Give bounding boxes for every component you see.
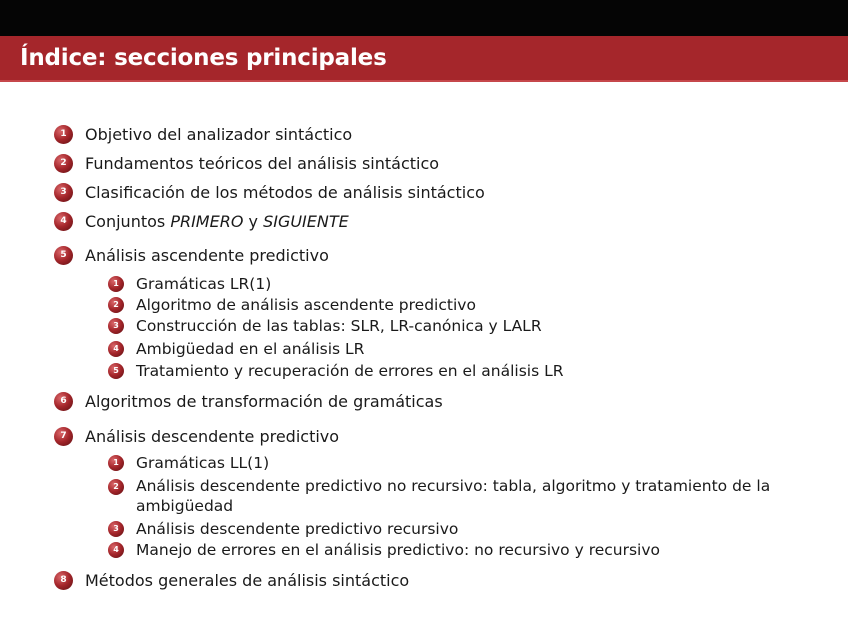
bullet-number-icon: 4 bbox=[54, 212, 73, 231]
toc-item-label: Conjuntos PRIMERO y SIGUIENTE bbox=[85, 212, 349, 231]
toc-subitem-label: Análisis descendente predictivo no recursivo: tabla, algoritmo y tratamiento de la ambigüedad bbox=[136, 477, 771, 515]
toc-subitem-label: Construcción de las tablas: SLR, LR-canónica y LALR bbox=[136, 317, 542, 335]
toc-item-1[interactable] bbox=[54, 125, 352, 144]
bullet-number-icon: 1 bbox=[108, 455, 124, 471]
top-bar bbox=[0, 0, 848, 36]
toc-subitem-7-2[interactable] bbox=[108, 476, 806, 516]
toc-item-label: Clasificación de los métodos de análisis sintáctico bbox=[85, 183, 485, 202]
toc-subitem-5-1[interactable] bbox=[108, 275, 271, 293]
page-title: Índice: secciones principales bbox=[20, 45, 387, 71]
toc-item-label: Análisis ascendente predictivo bbox=[85, 246, 329, 265]
bullet-number-icon: 2 bbox=[108, 479, 124, 495]
bullet-number-icon: 2 bbox=[108, 297, 124, 313]
toc-item-label: Objetivo del analizador sintáctico bbox=[85, 125, 353, 144]
toc-subitem-label: Tratamiento y recuperación de errores en el análisis LR bbox=[136, 362, 564, 380]
toc-item-6[interactable] bbox=[54, 392, 443, 411]
toc-subitem-label: Algoritmo de análisis ascendente predictivo bbox=[136, 296, 476, 314]
bullet-number-icon: 7 bbox=[54, 427, 73, 446]
toc-item-label: Fundamentos teóricos del análisis sintáctico bbox=[85, 154, 440, 173]
bullet-number-icon: 1 bbox=[54, 125, 73, 144]
toc-subitem-label: Manejo de errores en el análisis predictivo: no recursivo y recursivo bbox=[136, 541, 661, 559]
toc-item-4[interactable] bbox=[54, 212, 349, 231]
bullet-number-icon: 3 bbox=[108, 318, 124, 334]
bullet-number-icon: 4 bbox=[108, 542, 124, 558]
bullet-number-icon: 5 bbox=[108, 363, 124, 379]
toc-subitem-label: Análisis descendente predictivo recursivo bbox=[136, 520, 459, 538]
set-name-siguiente: SIGUIENTE bbox=[263, 212, 349, 231]
toc-subitem-5-4[interactable] bbox=[108, 340, 364, 358]
toc-item-5[interactable] bbox=[54, 246, 329, 265]
toc-item-label: Métodos generales de análisis sintáctico bbox=[85, 571, 410, 590]
toc-subitem-7-1[interactable] bbox=[108, 454, 269, 472]
bullet-number-icon: 4 bbox=[108, 341, 124, 357]
toc-subitem-7-4[interactable] bbox=[108, 541, 660, 559]
toc-subitem-label: Gramáticas LL(1) bbox=[136, 454, 270, 472]
toc-item-3[interactable] bbox=[54, 183, 485, 202]
set-name-primero: PRIMERO bbox=[170, 212, 244, 231]
toc-item-8[interactable] bbox=[54, 571, 409, 590]
toc-item-7[interactable] bbox=[54, 427, 339, 446]
toc-item-2[interactable] bbox=[54, 154, 439, 173]
toc-subitem-5-2[interactable] bbox=[108, 296, 476, 314]
toc-subitem-label: Gramáticas LR(1) bbox=[136, 275, 272, 293]
title-bar bbox=[0, 36, 848, 82]
bullet-number-icon: 1 bbox=[108, 276, 124, 292]
bullet-number-icon: 5 bbox=[54, 246, 73, 265]
toc-subitem-5-3[interactable] bbox=[108, 317, 542, 335]
bullet-number-icon: 8 bbox=[54, 571, 73, 590]
toc-item-label: Análisis descendente predictivo bbox=[85, 427, 340, 446]
bullet-number-icon: 3 bbox=[108, 521, 124, 537]
bullet-number-icon: 2 bbox=[54, 154, 73, 173]
bullet-number-icon: 6 bbox=[54, 392, 73, 411]
toc-subitem-label: Ambigüedad en el análisis LR bbox=[136, 340, 365, 358]
toc-subitem-5-5[interactable] bbox=[108, 362, 564, 380]
toc-subitem-7-3[interactable] bbox=[108, 520, 458, 538]
bullet-number-icon: 3 bbox=[54, 183, 73, 202]
toc-item-label: Algoritmos de transformación de gramáticas bbox=[85, 392, 443, 411]
